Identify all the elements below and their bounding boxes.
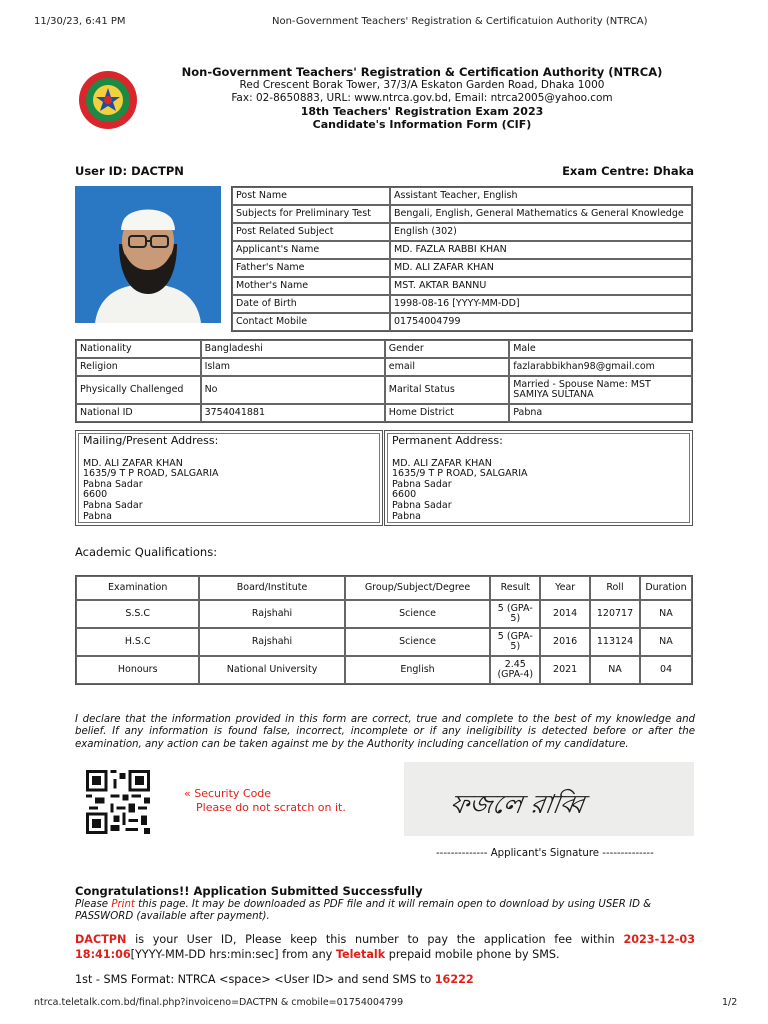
field-label: Nationality: [76, 340, 201, 358]
table-cell: 2021: [540, 656, 590, 684]
address-line: 6600: [392, 489, 417, 501]
column-header: Result: [490, 576, 540, 600]
address-line: 6600: [83, 489, 108, 501]
table-row: [232, 205, 692, 223]
address-line: Pabna: [392, 510, 421, 522]
table-row: [76, 600, 692, 628]
table-cell: 113124: [590, 628, 640, 656]
address-line: Pabna Sadar: [392, 499, 452, 511]
field-value: Male: [509, 340, 692, 358]
field-label: Father's Name: [232, 259, 390, 277]
permanent-address-box: [384, 430, 693, 526]
field-label: National ID: [76, 404, 201, 422]
field-label: Subjects for Preliminary Test: [232, 205, 390, 223]
table-cell: Honours: [76, 656, 199, 684]
table-cell: Rajshahi: [199, 600, 344, 628]
sms-number: 16222: [434, 973, 474, 986]
print-link[interactable]: Print: [111, 899, 135, 910]
table-cell: NA: [590, 656, 640, 684]
signature-image: [404, 762, 694, 836]
table-cell: H.S.C: [76, 628, 199, 656]
table-row: [232, 241, 692, 259]
column-header: Roll: [590, 576, 640, 600]
academic-table: [75, 575, 693, 685]
print-page-title: Non-Government Teachers' Registration & Certificatuion Authority (NTRCA): [272, 16, 648, 27]
table-row: [76, 358, 692, 376]
table-row: [76, 656, 692, 684]
table-row: [76, 404, 692, 422]
academic-title: Academic Qualifications:: [75, 545, 218, 559]
column-header: Year: [540, 576, 590, 600]
table-cell: 2014: [540, 600, 590, 628]
address-line: 1635/9 T P ROAD, SALGARIA: [83, 468, 219, 480]
field-label: Gender: [385, 340, 509, 358]
success-message: Congratulations!! Application Submitted Successfully: [75, 884, 423, 898]
column-header: Board/Institute: [199, 576, 344, 600]
table-row: [76, 628, 692, 656]
payment-instruction: [75, 932, 695, 962]
field-value: Assistant Teacher, English: [390, 187, 692, 205]
address-line: Pabna Sadar: [392, 478, 452, 490]
organization-header: [150, 66, 694, 131]
address-line: 1635/9 T P ROAD, SALGARIA: [392, 468, 528, 480]
qr-code-icon: [86, 770, 150, 834]
signature-script: ফজলে রাব্বি: [448, 790, 587, 820]
column-header: Duration: [640, 576, 692, 600]
address-line: Pabna Sadar: [83, 478, 143, 490]
sms-format-text: 1st - SMS Format: NTRCA <space> <User ID> and send SMS to: [75, 973, 435, 986]
field-value: fazlarabbikhan98@gmail.com: [509, 358, 692, 376]
table-cell: 120717: [590, 600, 640, 628]
field-label: Date of Birth: [232, 295, 390, 313]
field-value: 3754041881: [201, 404, 385, 422]
field-label: Applicant's Name: [232, 241, 390, 259]
field-label: Mother's Name: [232, 277, 390, 295]
ntrca-logo-icon: [78, 70, 138, 130]
security-code-warning: Please do not scratch on it.: [196, 801, 346, 814]
address-line: MD. ALI ZAFAR KHAN: [83, 457, 183, 469]
table-cell: 2.45 (GPA-4): [490, 656, 540, 684]
payment-text-1: is your User ID, Please keep this number to pay the application fee within: [126, 933, 624, 946]
applicant-photo: [75, 186, 221, 323]
field-value: Pabna: [509, 404, 692, 422]
field-value: MD. FAZLA RABBI KHAN: [390, 241, 692, 259]
security-code-note: [184, 787, 346, 815]
table-cell: 5 (GPA-5): [490, 628, 540, 656]
table-row: [232, 277, 692, 295]
personal-info-table: [75, 339, 693, 423]
field-value: Islam: [201, 358, 385, 376]
table-cell: Rajshahi: [199, 628, 344, 656]
security-code-label: « Security Code: [184, 787, 272, 800]
table-header-row: [76, 576, 692, 600]
field-label: Physically Challenged: [76, 376, 201, 404]
print-url: ntrca.teletalk.com.bd/final.php?invoiceno=DACTPN & cmobile=01754004799: [34, 997, 404, 1008]
print-instruction: [75, 899, 695, 924]
table-cell: Science: [345, 628, 491, 656]
table-row: [76, 376, 692, 404]
field-label: Post Related Subject: [232, 223, 390, 241]
signature-label: -------------- Applicant's Signature --------------: [436, 848, 654, 859]
field-value: MD. ALI ZAFAR KHAN: [390, 259, 692, 277]
address-line: MD. ALI ZAFAR KHAN: [392, 457, 492, 469]
payment-user-id: DACTPN: [75, 933, 127, 946]
table-row: [232, 313, 692, 331]
address-line: Pabna: [83, 510, 112, 522]
exam-centre: Exam Centre: Dhaka: [562, 164, 694, 178]
table-cell: English: [345, 656, 491, 684]
table-row: [232, 259, 692, 277]
candidate-info-table: [231, 186, 693, 332]
field-value: Married - Spouse Name: MST SAMIYA SULTANA: [509, 376, 692, 404]
field-value: Bangladeshi: [201, 340, 385, 358]
form-title: Candidate's Information Form (CIF): [312, 118, 532, 131]
field-label: Post Name: [232, 187, 390, 205]
user-id: User ID: DACTPN: [75, 164, 184, 178]
print-instruction-post: this page. It may be downloaded as PDF file and it will remain open to download by using USER ID & PASSWORD (available after payment).: [75, 899, 652, 923]
field-label: email: [385, 358, 509, 376]
table-cell: S.S.C: [76, 600, 199, 628]
mailing-address-title: Mailing/Present Address:: [83, 434, 219, 447]
exam-title: 18th Teachers' Registration Exam 2023: [300, 105, 544, 118]
field-value: 01754004799: [390, 313, 692, 331]
payment-deadline: 2023-12-03 18:41:06: [75, 933, 695, 961]
table-row: [232, 187, 692, 205]
org-contact: Fax: 02-8650883, URL: www.ntrca.gov.bd, Email: ntrca2005@yahoo.com: [231, 92, 613, 104]
print-instruction-pre: Please: [75, 899, 112, 910]
field-label: Home District: [385, 404, 509, 422]
print-datetime: 11/30/23, 6:41 PM: [34, 16, 126, 27]
field-value: MST. AKTAR BANNU: [390, 277, 692, 295]
field-value: 1998-08-16 [YYYY-MM-DD]: [390, 295, 692, 313]
field-label: Contact Mobile: [232, 313, 390, 331]
table-cell: 5 (GPA-5): [490, 600, 540, 628]
table-row: [76, 340, 692, 358]
field-value: English (302): [390, 223, 692, 241]
page-number: 1/2: [722, 997, 738, 1008]
field-label: Religion: [76, 358, 201, 376]
payment-text-3: prepaid mobile phone by SMS.: [385, 948, 560, 961]
field-value: Bengali, English, General Mathematics & General Knowledge: [390, 205, 692, 223]
column-header: Examination: [76, 576, 199, 600]
table-cell: National University: [199, 656, 344, 684]
field-label: Marital Status: [385, 376, 509, 404]
mailing-address-box: [75, 430, 383, 526]
payment-text-2: [YYYY-MM-DD hrs:min:sec] from any: [130, 948, 336, 961]
org-name: Non-Government Teachers' Registration & Certification Authority (NTRCA): [181, 65, 663, 79]
table-row: [232, 223, 692, 241]
address-line: Pabna Sadar: [83, 499, 143, 511]
table-cell: 2016: [540, 628, 590, 656]
table-cell: NA: [640, 628, 692, 656]
sms-format: [75, 973, 474, 986]
declaration-text: I declare that the information provided in this form are correct, true and complete to the best of my knowledge and belief. If any information is found false, incorrect, incomplete or if any ineligibility is detected before or after the examination, any action can be taken against me by the Authority including cancellation of my candidature.: [75, 714, 695, 750]
permanent-address-title: Permanent Address:: [392, 434, 503, 447]
table-cell: 04: [640, 656, 692, 684]
table-row: [232, 295, 692, 313]
org-address: Red Crescent Borak Tower, 37/3/A Eskaton Garden Road, Dhaka 1000: [239, 79, 605, 91]
table-cell: Science: [345, 600, 491, 628]
table-cell: NA: [640, 600, 692, 628]
field-value: No: [201, 376, 385, 404]
column-header: Group/Subject/Degree: [345, 576, 491, 600]
payment-operator: Teletalk: [335, 948, 386, 961]
